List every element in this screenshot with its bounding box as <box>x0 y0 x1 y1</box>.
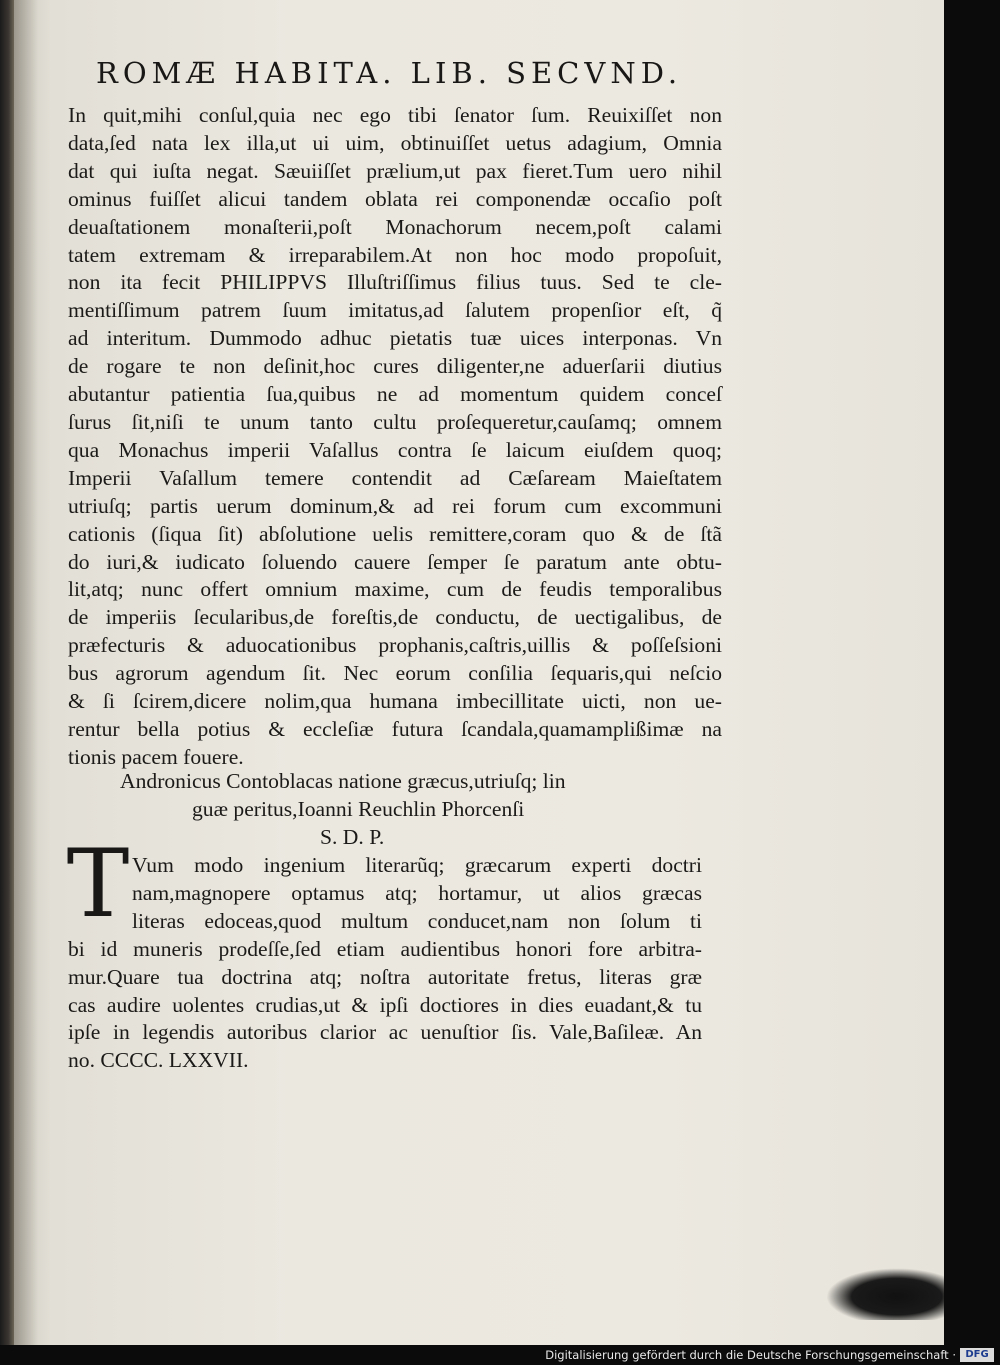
body-line: de rogare te non deſinit,hoc cures diligenter,ne aduerſarii diutius <box>68 354 722 379</box>
body-line: abutantur patientia ſua,quibus ne ad momentum quidem conceſ <box>68 382 722 407</box>
scan-edge <box>0 0 14 1345</box>
body-line: dat qui iuſta negat. Sæuiiſſet prælium,ut pax fieret.Tum uero nihil <box>68 158 722 183</box>
body-line: præfecturis & aduocationibus prophanis,caſtris,uillis & poſſeſsioni <box>68 633 722 658</box>
digitization-footer: Digitalisierung gefördert durch die Deutsche Forschungsgemeinschaft · <box>0 1345 1000 1365</box>
letter-line: literas edoceas,quod multum conducet,nam non ſolum ti <box>132 908 702 933</box>
dfg-logo: DFG <box>960 1348 994 1362</box>
letter-line: mur.Quare tua doctrina atq; noſtra autoritate fretus, literas græ <box>68 964 702 989</box>
letter-line: Vum modo ingenium literarũq; græcarum experti doctri <box>132 853 702 877</box>
body-line: In quit,mihi conſul,quia nec ego tibi ſenator ſum. Reuixiſſet non <box>68 103 722 127</box>
body-line: do iuri,& iudicato ſoluendo cauere ſemper ſe paratum ante obtu- <box>68 549 722 574</box>
letter-line: no. CCCC. LXXVII. <box>68 1048 249 1073</box>
body-line: rentur bella potius & eccleſiæ futura ſcandala,quamamplißimæ na <box>68 716 722 741</box>
body-line: tatem extremam & irreparabilem.At non hoc modo propoſuit, <box>68 242 722 267</box>
ink-stain <box>826 1268 944 1320</box>
letter-line: bi id muneris prodeſſe,ſed etiam audientibus honori fore arbitra- <box>68 936 702 961</box>
body-line: non ita fecit PHILIPPVS Illuſtriſſimus filius tuus. Sed te cle- <box>68 270 722 295</box>
letter-heading <box>120 768 660 852</box>
body-line: ominus fuiſſet alicui tandem oblata rei componendæ occaſio poſt <box>68 186 722 211</box>
body-line: data,ſed nata lex illa,ut ui uim, obtinuiſſet uetus adagium, Omnia <box>68 130 722 155</box>
letter-heading-line: guæ peritus,Ioanni Reuchlin Phorcenſi <box>192 796 525 821</box>
body-line: tionis pacem fouere. <box>68 744 244 769</box>
body-line: mentiſſimum patrem ſuum imitatus,ad ſalutem propenſior eſt, q̃ <box>68 298 722 323</box>
body-line: lit,atq; nunc offert omnium maxime, cum de feudis temporalibus <box>68 577 722 602</box>
body-line: utriuſq; partis uerum dominum,& ad rei forum cum excommuni <box>68 493 722 518</box>
body-line: & ſi ſcirem,dicere nolim,qua humana imbecillitate uicti, non ue- <box>68 689 722 714</box>
body-line: de imperiis ſecularibus,de foreſtis,de conductu, de uectigalibus, de <box>68 605 722 630</box>
body-line: deuaſtationem monaſterii,poſt Monachorum necem,poſt calami <box>68 214 722 239</box>
body-line: bus agrorum agendum ſit. Nec eorum conſilia ſequaris,qui neſcio <box>68 661 722 686</box>
page-gutter-shadow <box>14 0 38 1345</box>
body-text <box>68 102 722 772</box>
letter-line: ipſe in legendis autoribus clarior ac uenuſtior ſis. Vale,Baſileæ. An <box>68 1020 702 1045</box>
running-head: ROMÆ HABITA. LIB. SECVND. <box>96 56 683 90</box>
letter-text <box>68 852 702 1075</box>
body-line: Imperii Vaſallum temere contendit ad Cæſaream Maieſtatem <box>68 465 722 490</box>
letter-salutation: S. D. P. <box>320 824 385 849</box>
body-line: cationis (ſiqua ſit) abſolutione uelis remittere,coram quo & de ſtã <box>68 521 722 546</box>
body-line: qua Monachus imperii Vaſallus contra ſe laicum eiuſdem quoq; <box>68 437 722 462</box>
letter-heading-line: Andronicus Contoblacas natione græcus,utriuſq; lin <box>120 769 566 793</box>
body-line: ſurus ſit,niſi te unum tanto cultu proſequeretur,cauſamq; omnem <box>68 409 722 434</box>
body-line: ad interitum. Dummodo adhuc pietatis tuæ uices interponas. Vn <box>68 326 722 351</box>
letter-line: nam,magnopere optamus atq; hortamur, ut alios græcas <box>132 880 702 905</box>
drop-cap-initial: T <box>66 830 130 939</box>
letter-line: cas audire uolentes crudias,ut & ipſi doctiores in dies euadant,& tu <box>68 992 702 1017</box>
